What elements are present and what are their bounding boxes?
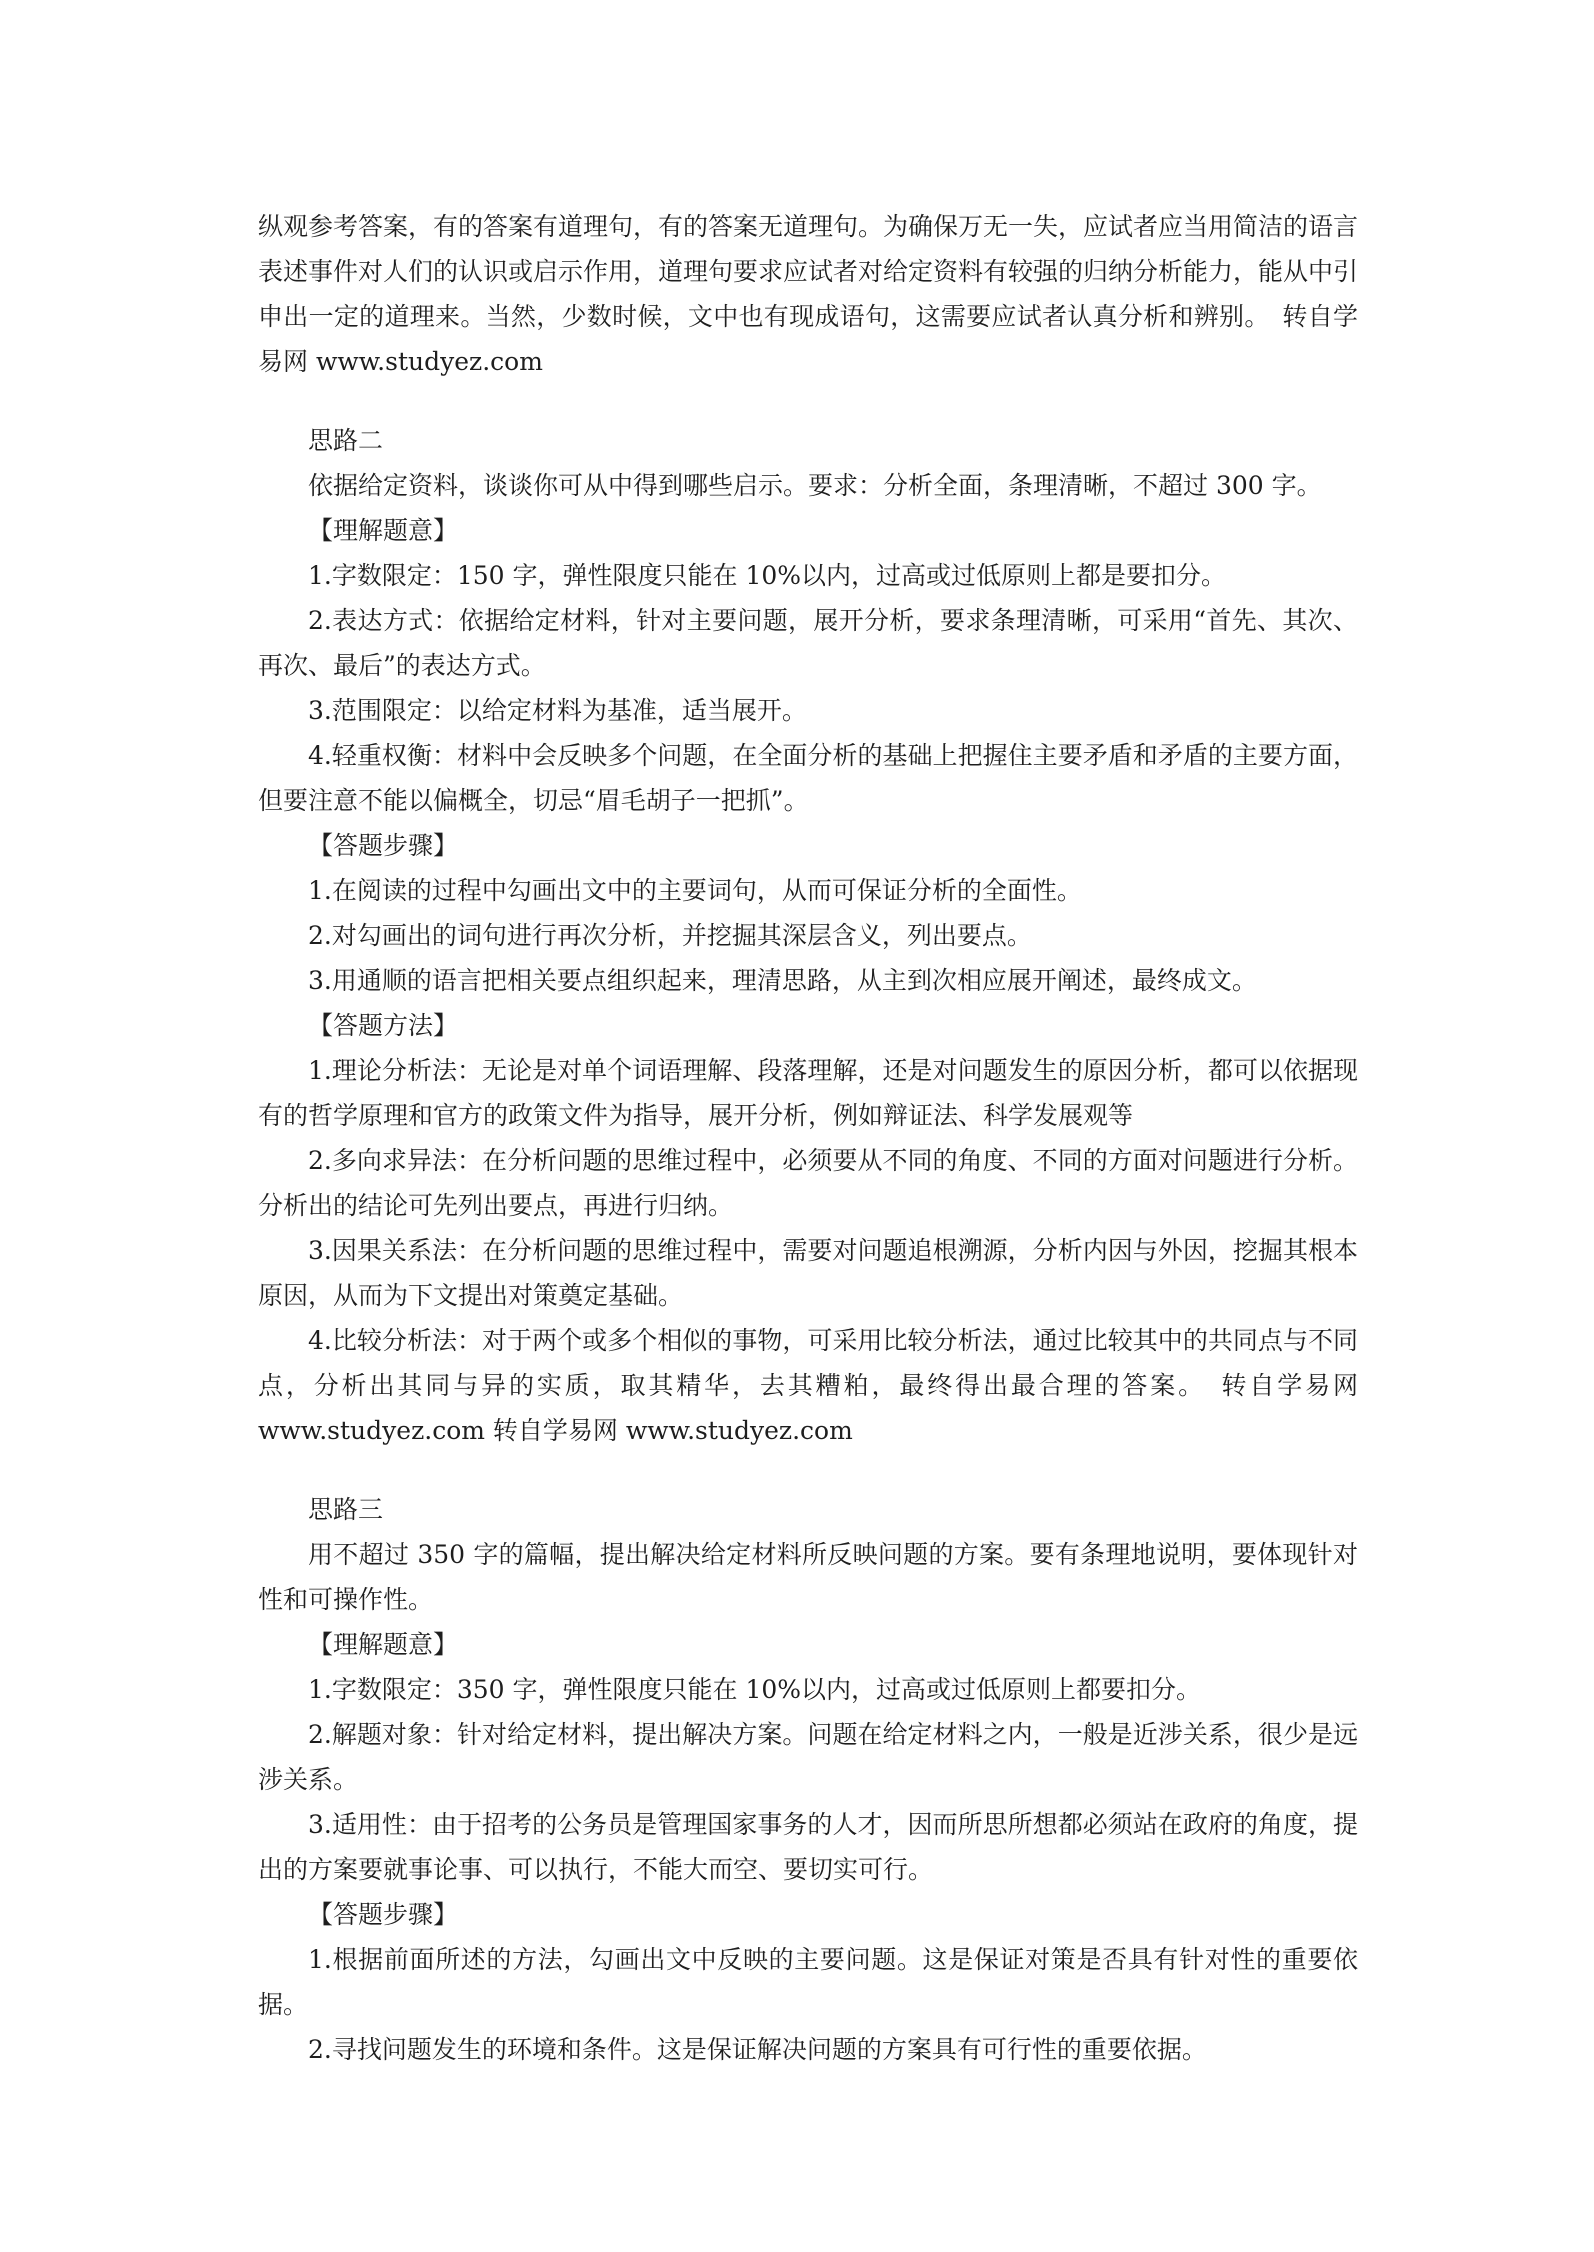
- list-item: 2.寻找问题发生的环境和条件。这是保证解决问题的方案具有可行性的重要依据。: [308, 2035, 1207, 2064]
- list-item: 1.字数限定：350 字，弹性限度只能在 10%以内，过高或过低原则上都要扣分。: [308, 1675, 1202, 1704]
- section-heading-approach-3: 思路三: [308, 1495, 384, 1524]
- list-item: 2.对勾画出的词句进行再次分析，并挖掘其深层含义，列出要点。: [308, 921, 1032, 950]
- document-body: [258, 204, 1358, 2072]
- list-item: 3.因果关系法：在分析问题的思维过程中，需要对问题追根溯源，分析内因与外因，挖掘其根本原因，从而为下文提出对策奠定基础。: [258, 1236, 1358, 1310]
- question-prompt: 用不超过 350 字的篇幅，提出解决给定材料所反映问题的方案。要有条理地说明，要体现针对性和可操作性。: [258, 1540, 1358, 1614]
- subheading: 【答题步骤】: [308, 831, 459, 860]
- list-item: 3.适用性：由于招考的公务员是管理国家事务的人才，因而所思所想都必须站在政府的角度，提出的方案要就事论事、可以执行，不能大而空、要切实可行。: [258, 1810, 1358, 1884]
- list-item: 1.字数限定：150 字，弹性限度只能在 10%以内，过高或过低原则上都是要扣分。: [308, 561, 1227, 590]
- list-item: 2.多向求异法：在分析问题的思维过程中，必须要从不同的角度、不同的方面对问题进行分析。分析出的结论可先列出要点，再进行归纳。: [258, 1146, 1358, 1220]
- paragraph-intro: 纵观参考答案，有的答案有道理句，有的答案无道理句。为确保万无一失，应试者应当用简洁的语言表述事件对人们的认识或启示作用，道理句要求应试者对给定资料有较强的归纳分析能力，能从中引申出一定的道理来。当然，少数时候，文中也有现成语句，这需要应试者认真分析和辨别。 转自学易网 www.studyez.com: [258, 212, 1359, 376]
- subheading: 【理解题意】: [308, 1630, 459, 1659]
- subheading: 【答题步骤】: [308, 1900, 459, 1929]
- list-item: 2.表达方式：依据给定材料，针对主要问题，展开分析，要求条理清晰，可采用“首先、其次、再次、最后”的表达方式。: [258, 606, 1358, 680]
- list-item: 1.在阅读的过程中勾画出文中的主要词句，从而可保证分析的全面性。: [308, 876, 1082, 905]
- list-item: 1.根据前面所述的方法，勾画出文中反映的主要问题。这是保证对策是否具有针对性的重要依据。: [258, 1945, 1358, 2019]
- section-heading-approach-2: 思路二: [308, 426, 384, 455]
- subheading: 【理解题意】: [308, 516, 459, 545]
- subheading: 【答题方法】: [308, 1011, 459, 1040]
- question-prompt: 依据给定资料，谈谈你可从中得到哪些启示。要求：分析全面，条理清晰，不超过 300 字。: [308, 471, 1322, 500]
- list-item: 3.用通顺的语言把相关要点组织起来，理清思路，从主到次相应展开阐述，最终成文。: [308, 966, 1257, 995]
- list-item: 4.轻重权衡：材料中会反映多个问题，在全面分析的基础上把握住主要矛盾和矛盾的主要方面，但要注意不能以偏概全，切忌“眉毛胡子一把抓”。: [258, 741, 1358, 815]
- list-item: 3.范围限定：以给定材料为基准，适当展开。: [308, 696, 807, 725]
- list-item: 2.解题对象：针对给定材料，提出解决方案。问题在给定材料之内，一般是近涉关系，很少是远涉关系。: [258, 1720, 1358, 1794]
- list-item: 1.理论分析法：无论是对单个词语理解、段落理解，还是对问题发生的原因分析，都可以依据现有的哲学原理和官方的政策文件为指导，展开分析，例如辩证法、科学发展观等: [258, 1056, 1358, 1130]
- list-item: 4.比较分析法：对于两个或多个相似的事物，可采用比较分析法，通过比较其中的共同点与不同点，分析出其同与异的实质，取其精华，去其糟粕，最终得出最合理的答案。 转自学易网 www.studyez.com 转自学易网 www.studyez.com: [258, 1326, 1358, 1445]
